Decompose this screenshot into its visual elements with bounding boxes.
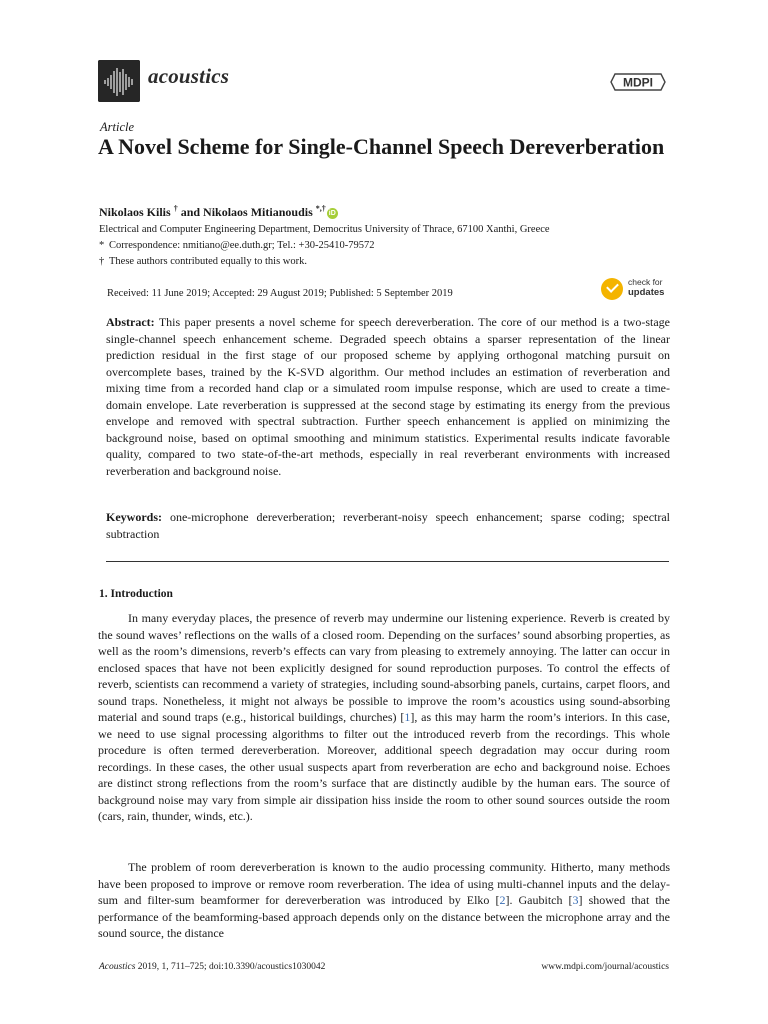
article-type: Article — [100, 120, 135, 134]
section-heading: 1. Introduction — [99, 588, 173, 600]
correspondence-mark: * — [99, 240, 105, 251]
publication-dates: Received: 11 June 2019; Accepted: 29 August 2019; Published: 5 September 2019 — [107, 288, 453, 299]
mdpi-logo — [609, 66, 667, 98]
paper-title: A Novel Scheme for Single-Channel Speech Dereverberation — [98, 134, 665, 159]
paragraph-text: In many everyday places, the presence of reverb may undermine our listening experience. Reverb is created by the sound waves’ reflections on the walls of a closed room. Depending on the surfaces’ sound absorbing properties, as well as the room’s dimensions, reverb’s effects can vary from pleasing to extremely annoying. The latter can occur in enclosed spaces that have not been explicitly designed for sound reproduction purposes. To control the effects of reverb, scientists can recommend a variety of strategies, including sound-absorbing panels, curtains, carpet floors, and sound traps. Nonetheless, it might not always be possible to improve the room’s acoustics using sound-absorbing material and sound traps (e.g., historical buildings, churches) [ — [98, 611, 670, 724]
journal-name: acoustics — [148, 64, 230, 88]
abstract-text: This paper presents a novel scheme for speech dereverberation. The core of our method is a two-stage single-channel speech enhancement scheme. Degraded speech obtains a sparser representation of the linear prediction residual in the first stage of our proposed scheme by applying orthogonal matching pursuit on overcomplete bases, trained by the K-SVD algorithm. Our method includes an estimation of reverberation and mixing time from a recorded hand clap or a simulated room impulse response, which are used to create a time-domain envelope. Late reverberation is suppressed at the second stage by estimating its energy from the previous envelope and removed with spectral subtraction. Further speech enhancement is applied on minimizing the background noise, based on optimal smoothing and minimum statistics. Experimental results indicate favorable quality, compared to two state-of-the-art methods, especially in real reverberant environments with increased reverberation and background noise. — [106, 315, 670, 478]
author-list — [99, 204, 338, 220]
footer-citation-text: 2019, 1, 711–725; doi:10.3390/acoustics1030042 — [135, 962, 326, 972]
affiliation: Electrical and Computer Engineering Department, Democritus University of Thrace, 67100 Xanthi, Greece — [99, 224, 550, 235]
author-mark: † — [173, 204, 178, 213]
check-updates-line2: updates — [628, 287, 665, 298]
correspondence-text: Correspondence: nmitiano@ee.duth.gr; Tel.: +30-25410-79572 — [109, 240, 375, 251]
checkmark-icon — [601, 278, 623, 300]
check-updates-text — [628, 277, 664, 298]
citation-link[interactable]: 2 — [499, 893, 506, 907]
paragraph-text: ]. Gaubitch [ — [505, 893, 573, 907]
author-separator: and — [180, 205, 201, 219]
section-divider — [106, 561, 669, 562]
mdpi-logo-text: MDPI — [623, 75, 653, 90]
author-mark: *,† — [315, 204, 326, 213]
equal-contribution — [99, 254, 689, 270]
body-paragraph — [98, 859, 670, 942]
correspondence — [99, 238, 689, 254]
check-for-updates-badge[interactable] — [601, 276, 671, 304]
equal-contribution-mark: † — [99, 256, 105, 267]
keywords-text: one-microphone dereverberation; reverberant-noisy speech enhancement; sparse coding; spectral subtraction — [106, 510, 671, 541]
equal-contribution-text: These authors contributed equally to this work. — [109, 256, 307, 267]
footer-url[interactable]: www.mdpi.com/journal/acoustics — [541, 962, 669, 972]
footer-journal: Acoustics — [99, 962, 136, 972]
check-updates-line1: check for — [628, 277, 663, 287]
keywords — [106, 509, 670, 542]
keywords-label: Keywords: — [106, 510, 162, 524]
citation-link[interactable]: 1 — [404, 710, 411, 724]
journal-logo — [98, 60, 140, 102]
author-name: Nikolaos Kilis — [99, 205, 171, 219]
footer-citation — [99, 962, 325, 972]
paragraph-text: ], as this may harm the room’s interiors. In this case, we need to use signal processing algorithms to filter out the introduced reverb from the recordings. This whole procedure is often termed dereverberation. Moreover, additional speech degradation may occur during room recordings. In these cases, the other usual suspects apart from reverberation are echo and background noise. Echoes are distinct strong reflections from the room’s surface that are distinctly audible by the human ears. The source of background noise may vary from simple air dissipation hiss inside the room to other sound sources outside the room (cars, rain, thunder, winds, etc.). — [98, 710, 670, 823]
abstract — [106, 314, 670, 479]
citation-link[interactable]: 3 — [572, 893, 579, 907]
abstract-label: Abstract: — [106, 315, 155, 329]
body-paragraph — [98, 610, 670, 825]
orcid-icon[interactable]: iD — [328, 210, 336, 217]
paragraph-text: ] showed that the performance of the beamforming-based approach depends only on the distance between the microphone array and the sound source, the distance — [98, 893, 670, 940]
author-name: Nikolaos Mitianoudis — [203, 205, 313, 219]
paragraph-text: The problem of room dereverberation is known to the audio processing community. Hitherto, many methods have been proposed to improve or remove room reverberation. The idea of using multi-channel inputs and the delay-sum and filter-sum beamformer for dereverberation was introduced by Elko [ — [98, 860, 670, 907]
waveform-icon — [98, 60, 140, 102]
